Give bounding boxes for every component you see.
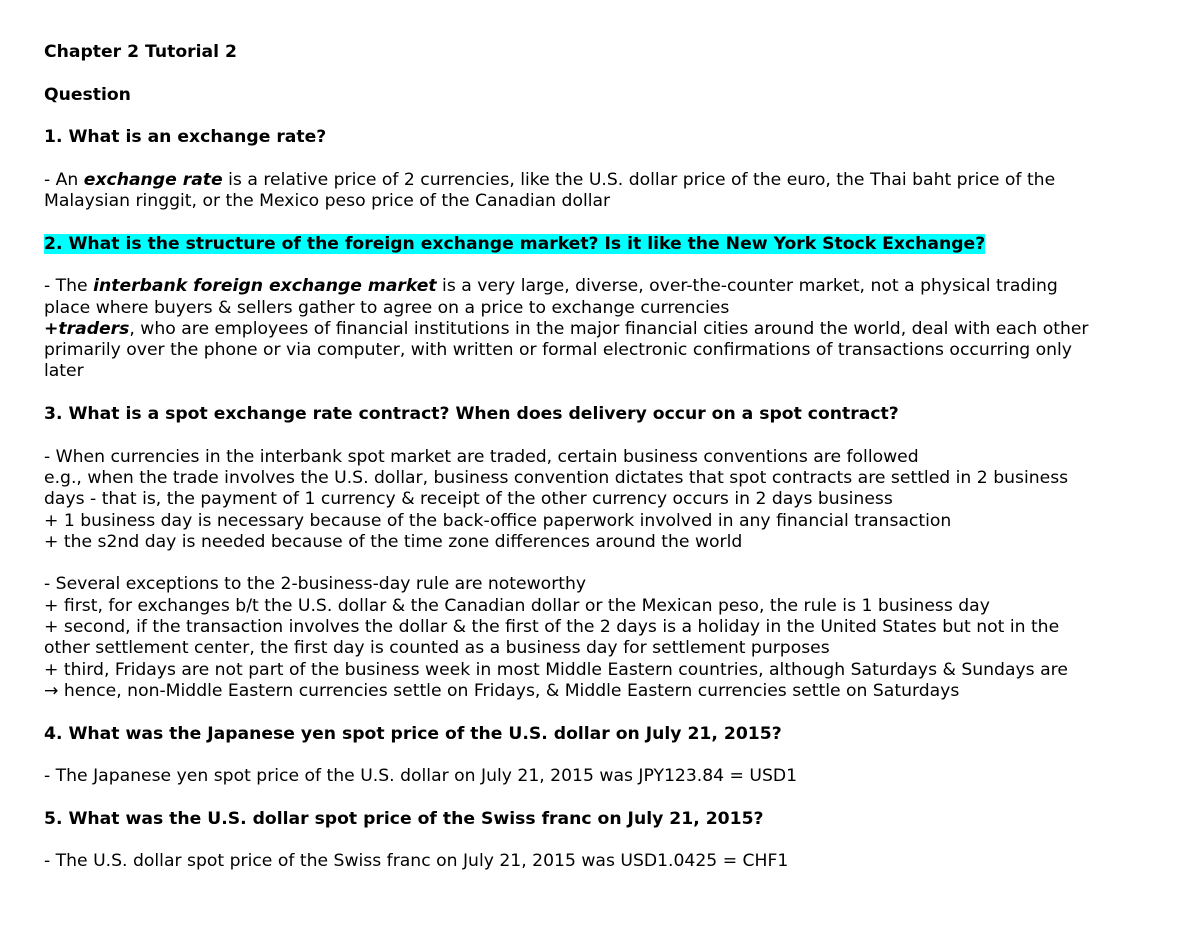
answer-3-line: other settlement center, the first day is counted as a business day for settlement purposes bbox=[44, 638, 830, 659]
spacer bbox=[44, 425, 1174, 446]
question-2-heading-row bbox=[44, 234, 1174, 255]
answer-3-line: + the s2nd day is needed because of the time zone differences around the world bbox=[44, 531, 743, 552]
question-2-heading: 2. What is the structure of the foreign exchange market? Is it like the New York Stock Exchange? bbox=[44, 233, 986, 254]
answer-2-term: interbank foreign exchange market bbox=[93, 276, 437, 297]
spacer bbox=[44, 553, 1174, 574]
answer-2-line-4: primarily over the phone or via computer, with written or formal electronic confirmations of transactions occurring only bbox=[44, 340, 1072, 361]
answer-2-bullet: + bbox=[44, 318, 59, 339]
answer-3-line: + first, for exchanges b/t the U.S. dollar & the Canadian dollar or the Mexican peso, the rule is 1 business day bbox=[44, 595, 990, 616]
answer-1-text: is a relative price of 2 currencies, like the U.S. dollar price of the euro, the Thai baht price of the bbox=[222, 169, 1056, 190]
question-5-heading: 5. What was the U.S. dollar spot price of the Swiss franc on July 21, 2015? bbox=[44, 808, 764, 829]
section-label: Question bbox=[44, 84, 131, 105]
answer-3-line: - When currencies in the interbank spot market are traded, certain business conventions are followed bbox=[44, 446, 919, 467]
answer-1-line-2: Malaysian ringgit, or the Mexico peso price of the Canadian dollar bbox=[44, 191, 611, 212]
answer-2-line-1 bbox=[44, 276, 1174, 297]
answer-3-line: + 1 business day is necessary because of the back-office paperwork involved in any financial transaction bbox=[44, 510, 952, 531]
spacer bbox=[44, 787, 1174, 808]
answer-1-line-1 bbox=[44, 170, 1174, 191]
answer-3-line: - Several exceptions to the 2-business-day rule are noteworthy bbox=[44, 574, 587, 595]
answer-3-line: e.g., when the trade involves the U.S. dollar, business convention dictates that spot contracts are settled in 2 business bbox=[44, 467, 1069, 488]
spacer bbox=[44, 745, 1174, 766]
spacer bbox=[44, 383, 1174, 404]
answer-3-line: + second, if the transaction involves the dollar & the first of the 2 days is a holiday in the United States but not in the bbox=[44, 617, 1060, 638]
answer-1-term: exchange rate bbox=[83, 169, 223, 190]
answer-2-line-2: place where buyers & sellers gather to agree on a price to exchange currencies bbox=[44, 297, 730, 318]
answer-3-line: → hence, non-Middle Eastern currencies settle on Fridays, & Middle Eastern currencies settle on Saturdays bbox=[44, 680, 960, 701]
answer-2-line-5: later bbox=[44, 361, 84, 382]
question-4-heading: 4. What was the Japanese yen spot price of the U.S. dollar on July 21, 2015? bbox=[44, 723, 782, 744]
spacer bbox=[44, 212, 1174, 233]
question-1-heading: 1. What is an exchange rate? bbox=[44, 127, 327, 148]
answer-2-text: is a very large, diverse, over-the-counter market, not a physical trading bbox=[436, 276, 1058, 297]
spacer bbox=[44, 63, 1174, 84]
answer-5: - The U.S. dollar spot price of the Swiss franc on July 21, 2015 was USD1.0425 = CHF1 bbox=[44, 851, 789, 872]
spacer bbox=[44, 255, 1174, 276]
question-3-heading: 3. What is a spot exchange rate contract? When does delivery occur on a spot contract? bbox=[44, 404, 899, 425]
spacer bbox=[44, 830, 1174, 851]
spacer bbox=[44, 148, 1174, 169]
document-title: Chapter 2 Tutorial 2 bbox=[44, 42, 237, 62]
spacer bbox=[44, 702, 1174, 723]
answer-2-text-2: , who are employees of financial institutions in the major financial cities around the world, deal with each other bbox=[129, 318, 1089, 339]
answer-3-line: + third, Fridays are not part of the business week in most Middle Eastern countries, although Saturdays & Sundays are bbox=[44, 659, 1068, 680]
answer-3-line: days - that is, the payment of 1 currency & receipt of the other currency occurs in 2 days business bbox=[44, 489, 893, 510]
answer-2-term-2: traders bbox=[58, 318, 130, 339]
answer-1-prefix: - An bbox=[44, 169, 84, 190]
answer-2-prefix: - The bbox=[44, 276, 94, 297]
spacer bbox=[44, 106, 1174, 127]
document-page bbox=[44, 42, 1174, 873]
answer-2-line-3 bbox=[44, 319, 1174, 340]
answer-4: - The Japanese yen spot price of the U.S. dollar on July 21, 2015 was JPY123.84 = USD1 bbox=[44, 766, 798, 787]
